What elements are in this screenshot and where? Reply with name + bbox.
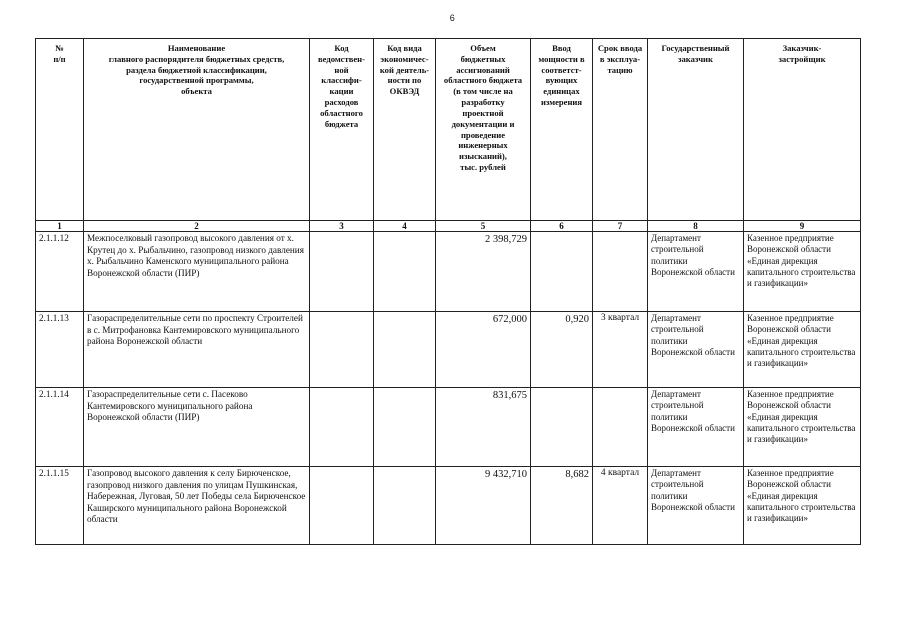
code-vedom-cell: [310, 388, 374, 467]
column-number: 6: [531, 221, 593, 232]
developer-cell: Казенное предприятие Воронежской области «Единая дирекция капитального строительства и газификации»: [744, 232, 861, 312]
row-number: 2.1.1.14: [36, 388, 84, 467]
developer-cell: Казенное предприятие Воронежской области «Единая дирекция капитального строительства и газификации»: [744, 467, 861, 545]
column-number: 1: [36, 221, 84, 232]
header-term: Срок ввода в эксплуа- тацию: [593, 39, 648, 221]
header-developer: Заказчик- застройщик: [744, 39, 861, 221]
column-number: 3: [310, 221, 374, 232]
code-vedom-cell: [310, 232, 374, 312]
header-capacity: Ввод мощности в соответст- вующих единицах измерения: [531, 39, 593, 221]
header-name: Наименование главного распорядителя бюджетных средств, раздела бюджетной классификации, государственной программы, объекта: [84, 39, 310, 221]
volume-cell: 831,675: [436, 388, 531, 467]
code-okved-cell: [374, 467, 436, 545]
object-name: Межпоселковый газопровод высокого давления от х. Крутец до х. Рыбальчино, газопровод низкого давления х. Рыбальчино Каменского муниципального района Воронежской области (ПИР): [84, 232, 310, 312]
column-number: 4: [374, 221, 436, 232]
capacity-cell: 0,920: [531, 312, 593, 388]
column-number: 2: [84, 221, 310, 232]
table-row: [36, 388, 861, 467]
header-volume: Объем бюджетных ассигнований областного бюджета (в том числе на разработку проектной документации и проведение инженерных изысканий), тыс. рублей: [436, 39, 531, 221]
row-number: 2.1.1.12: [36, 232, 84, 312]
page-number: 6: [449, 13, 456, 23]
capacity-cell: [531, 232, 593, 312]
column-number: 8: [648, 221, 744, 232]
header-customer: Государственный заказчик: [648, 39, 744, 221]
code-okved-cell: [374, 312, 436, 388]
column-number: 5: [436, 221, 531, 232]
term-cell: 4 квартал: [593, 467, 648, 545]
object-name: Газопровод высокого давления к селу Бирюченское, газопровод низкого давления по улицам Пушкинская, Набережная, Луговая, 50 лет Победы села Бирюченское Каширского муниципального района Воронежской области: [84, 467, 310, 545]
customer-cell: Департамент строительной политики Воронежской области: [648, 388, 744, 467]
term-cell: [593, 388, 648, 467]
table-row: [36, 232, 861, 312]
customer-cell: Департамент строительной политики Воронежской области: [648, 467, 744, 545]
customer-cell: Департамент строительной политики Воронежской области: [648, 232, 744, 312]
code-okved-cell: [374, 388, 436, 467]
header-num: № п/п: [36, 39, 84, 221]
row-number: 2.1.1.13: [36, 312, 84, 388]
term-cell: 3 квартал: [593, 312, 648, 388]
code-okved-cell: [374, 232, 436, 312]
object-name: Газораспределительные сети с. Пасеково Кантемировского муниципального района Воронежской области (ПИР): [84, 388, 310, 467]
budget-allocation-table: [35, 38, 861, 545]
row-number: 2.1.1.15: [36, 467, 84, 545]
code-vedom-cell: [310, 467, 374, 545]
term-cell: [593, 232, 648, 312]
table-row: [36, 467, 861, 545]
column-number-row: [36, 221, 861, 232]
volume-cell: 2 398,729: [436, 232, 531, 312]
developer-cell: Казенное предприятие Воронежской области «Единая дирекция капитального строительства и газификации»: [744, 312, 861, 388]
developer-cell: Казенное предприятие Воронежской области «Единая дирекция капитального строительства и газификации»: [744, 388, 861, 467]
capacity-cell: [531, 388, 593, 467]
volume-cell: 9 432,710: [436, 467, 531, 545]
column-number: 9: [744, 221, 861, 232]
table-row: [36, 312, 861, 388]
header-code-vedom: Код ведомствен- ной классифи- кации расходов областного бюджета: [310, 39, 374, 221]
volume-cell: 672,000: [436, 312, 531, 388]
capacity-cell: 8,682: [531, 467, 593, 545]
object-name: Газораспределительные сети по проспекту Строителей в с. Митрофановка Кантемировского муниципального района Воронежской области: [84, 312, 310, 388]
column-number: 7: [593, 221, 648, 232]
header-code-okved: Код вида экономичес- кой деятель- ности по ОКВЭД: [374, 39, 436, 221]
code-vedom-cell: [310, 312, 374, 388]
header-row: [36, 39, 861, 221]
customer-cell: Департамент строительной политики Воронежской области: [648, 312, 744, 388]
